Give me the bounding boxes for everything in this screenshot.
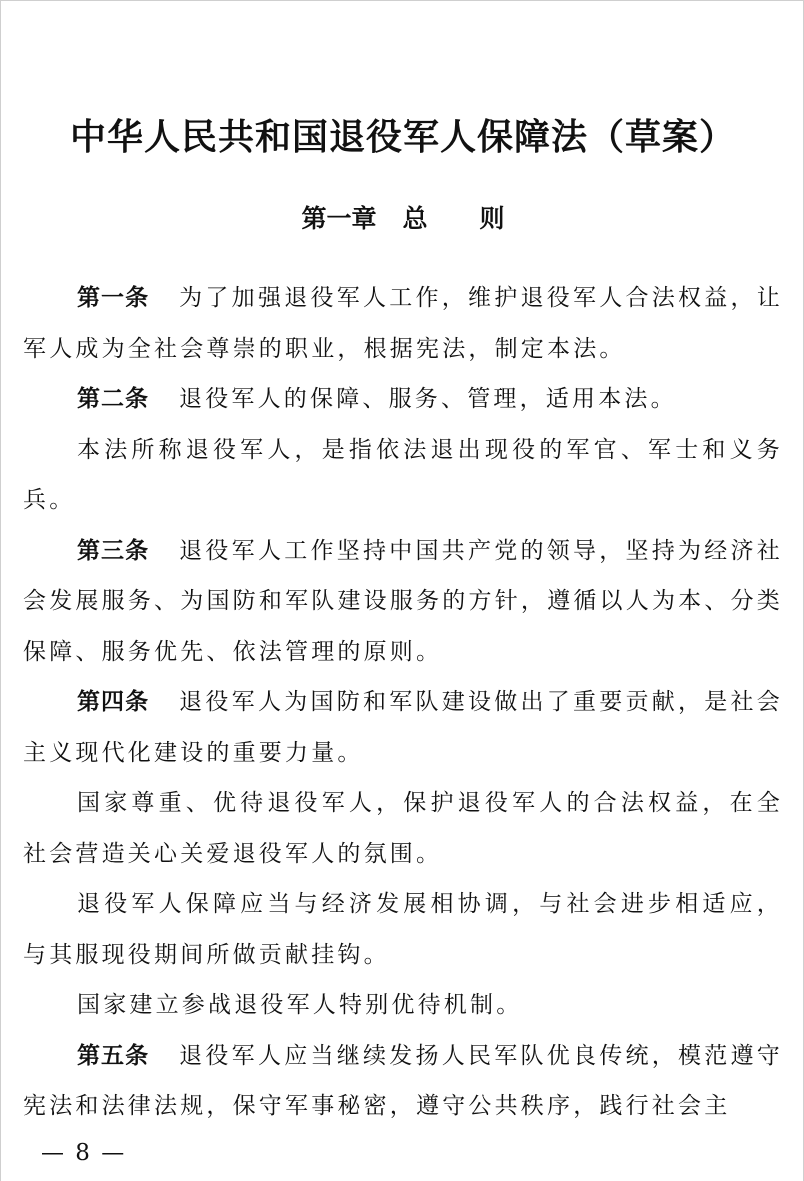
article-label: 第三条 <box>77 537 150 564</box>
paragraph <box>23 425 783 526</box>
article-label: 第一条 <box>77 285 150 311</box>
paragraph <box>23 273 783 374</box>
article-label: 第四条 <box>77 689 150 715</box>
paragraph <box>23 778 783 879</box>
paragraph-text: 退役军人的保障、服务、管理，适用本法。 <box>179 386 677 412</box>
chapter-name-part1: 总 <box>402 204 428 233</box>
paragraph <box>23 1031 783 1132</box>
document-body <box>23 273 783 1132</box>
paragraph-text: 国家建立参战退役军人特别优待机制。 <box>77 992 523 1018</box>
paragraph-text: 退役军人工作坚持中国共产党的领导，坚持为经济社会发展服务、为国防和军队建设服务的方针，遵循以人为本、分类保障、服务优先、依法管理的原则。 <box>23 537 783 665</box>
paragraph-text: 国家尊重、优待退役军人，保护退役军人的合法权益，在全社会营造关心关爱退役军人的氛围。 <box>23 790 783 867</box>
paragraph <box>23 980 783 1031</box>
paragraph-text: 本法所称退役军人，是指依法退出现役的军官、军士和义务兵。 <box>23 436 783 513</box>
paragraph <box>23 677 783 778</box>
paragraph <box>23 374 783 425</box>
page-number: — 8 — <box>41 1140 127 1166</box>
chapter-number: 第一章 <box>301 204 377 233</box>
paragraph-text: 为了加强退役军人工作，维护退役军人合法权益，让军人成为全社会尊崇的职业，根据宪法，制定本法。 <box>23 285 783 362</box>
paragraph-text: 退役军人为国防和军队建设做出了重要贡献，是社会主义现代化建设的重要力量。 <box>23 689 783 766</box>
chapter-heading <box>1 197 804 241</box>
chapter-name-part2: 则 <box>479 204 505 233</box>
paragraph-text: 退役军人应当继续发扬人民军队优良传统，模范遵守宪法和法律法规，保守军事秘密，遵守公共秩序，践行社会主 <box>23 1042 783 1119</box>
article-label: 第二条 <box>77 386 149 412</box>
paragraph <box>23 879 783 980</box>
paragraph-text: 退役军人保障应当与经济发展相协调，与社会进步相适应，与其服现役期间所做贡献挂钩。 <box>23 891 783 968</box>
paragraph <box>23 526 783 678</box>
article-label: 第五条 <box>77 1042 150 1069</box>
document-title: 中华人民共和国退役军人保障法（草案） <box>69 117 736 158</box>
